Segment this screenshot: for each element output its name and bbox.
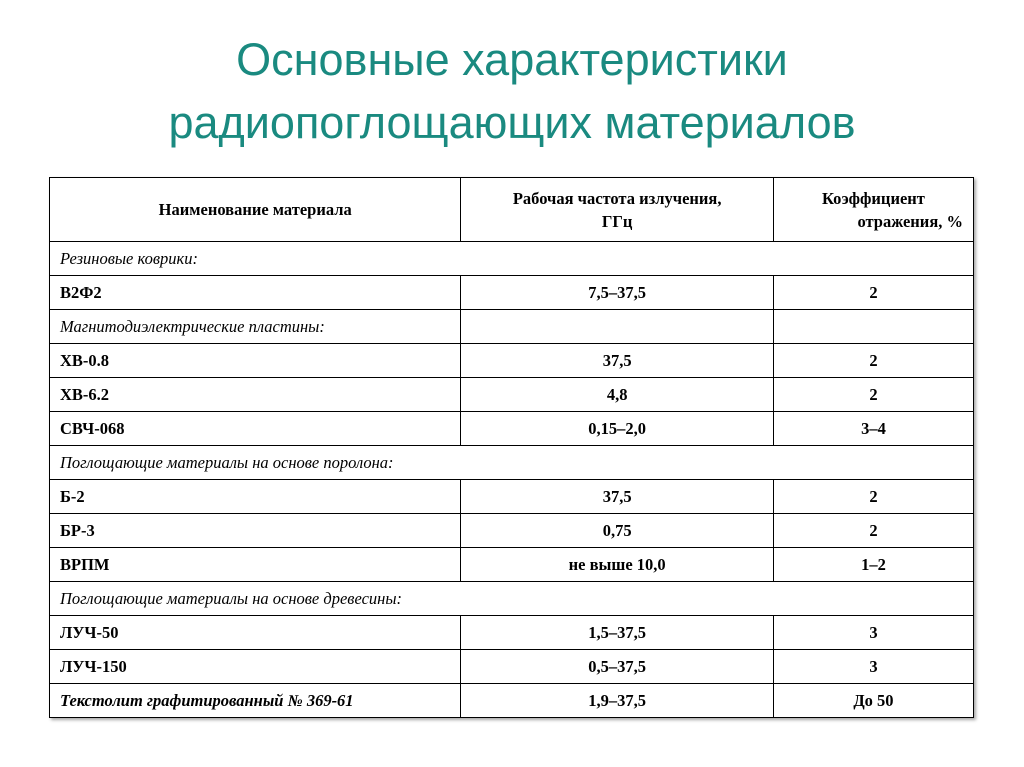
table-row	[50, 616, 974, 650]
table-row	[50, 378, 974, 412]
table-row	[50, 276, 974, 310]
title-line-2: радиопоглощающих материалов	[168, 97, 856, 148]
reflection-value: 2	[773, 344, 973, 378]
frequency-value: 37,5	[461, 344, 773, 378]
section-title: Резиновые коврики:	[50, 242, 974, 276]
frequency-value: 0,15–2,0	[461, 412, 773, 446]
header-reflection	[773, 178, 973, 242]
section-row	[50, 446, 974, 480]
table-header-row	[50, 178, 974, 242]
page-title	[0, 28, 1024, 154]
section-row	[50, 242, 974, 276]
table-row	[50, 650, 974, 684]
reflection-value: 3	[773, 616, 973, 650]
empty-cell	[773, 310, 973, 344]
frequency-value: не выше 10,0	[461, 548, 773, 582]
header-frequency-line-1: Рабочая частота излучения,	[512, 188, 722, 208]
table-row	[50, 548, 974, 582]
header-reflection-line-1: Коэффициент	[821, 188, 925, 208]
section-title: Поглощающие материалы на основе древесины:	[50, 582, 974, 616]
material-name: ХВ-0.8	[50, 344, 461, 378]
table-row	[50, 344, 974, 378]
frequency-value: 1,9–37,5	[461, 684, 773, 718]
frequency-value: 0,75	[461, 514, 773, 548]
material-name: ЛУЧ-50	[50, 616, 461, 650]
reflection-value: 2	[773, 480, 973, 514]
reflection-value: 2	[773, 378, 973, 412]
material-name: Текстолит графитированный № 369-61	[50, 684, 461, 718]
material-name: В2Ф2	[50, 276, 461, 310]
frequency-value: 4,8	[461, 378, 773, 412]
frequency-value: 1,5–37,5	[461, 616, 773, 650]
frequency-value: 0,5–37,5	[461, 650, 773, 684]
reflection-value: 3–4	[773, 412, 973, 446]
table-row	[50, 684, 974, 718]
section-row	[50, 582, 974, 616]
frequency-value: 37,5	[461, 480, 773, 514]
table-row	[50, 480, 974, 514]
title-line-1: Основные характеристики	[236, 34, 788, 85]
header-frequency	[461, 178, 773, 242]
material-name: ВРПМ	[50, 548, 461, 582]
materials-table	[49, 177, 974, 718]
material-name: ХВ-6.2	[50, 378, 461, 412]
header-material-name: Наименование материала	[50, 178, 461, 242]
section-title: Поглощающие материалы на основе поролона:	[50, 446, 974, 480]
frequency-value: 7,5–37,5	[461, 276, 773, 310]
material-name: СВЧ-068	[50, 412, 461, 446]
header-reflection-line-2: отражения, %	[857, 211, 963, 231]
section-title: Магнитодиэлектрические пластины:	[50, 310, 461, 344]
table-row	[50, 514, 974, 548]
reflection-value: 2	[773, 276, 973, 310]
reflection-value: 3	[773, 650, 973, 684]
section-row	[50, 310, 974, 344]
reflection-value: До 50	[773, 684, 973, 718]
material-name: БР-3	[50, 514, 461, 548]
reflection-value: 1–2	[773, 548, 973, 582]
header-frequency-line-2: ГГц	[601, 211, 633, 231]
material-name: ЛУЧ-150	[50, 650, 461, 684]
table-row	[50, 412, 974, 446]
empty-cell	[461, 310, 773, 344]
material-name: Б-2	[50, 480, 461, 514]
reflection-value: 2	[773, 514, 973, 548]
